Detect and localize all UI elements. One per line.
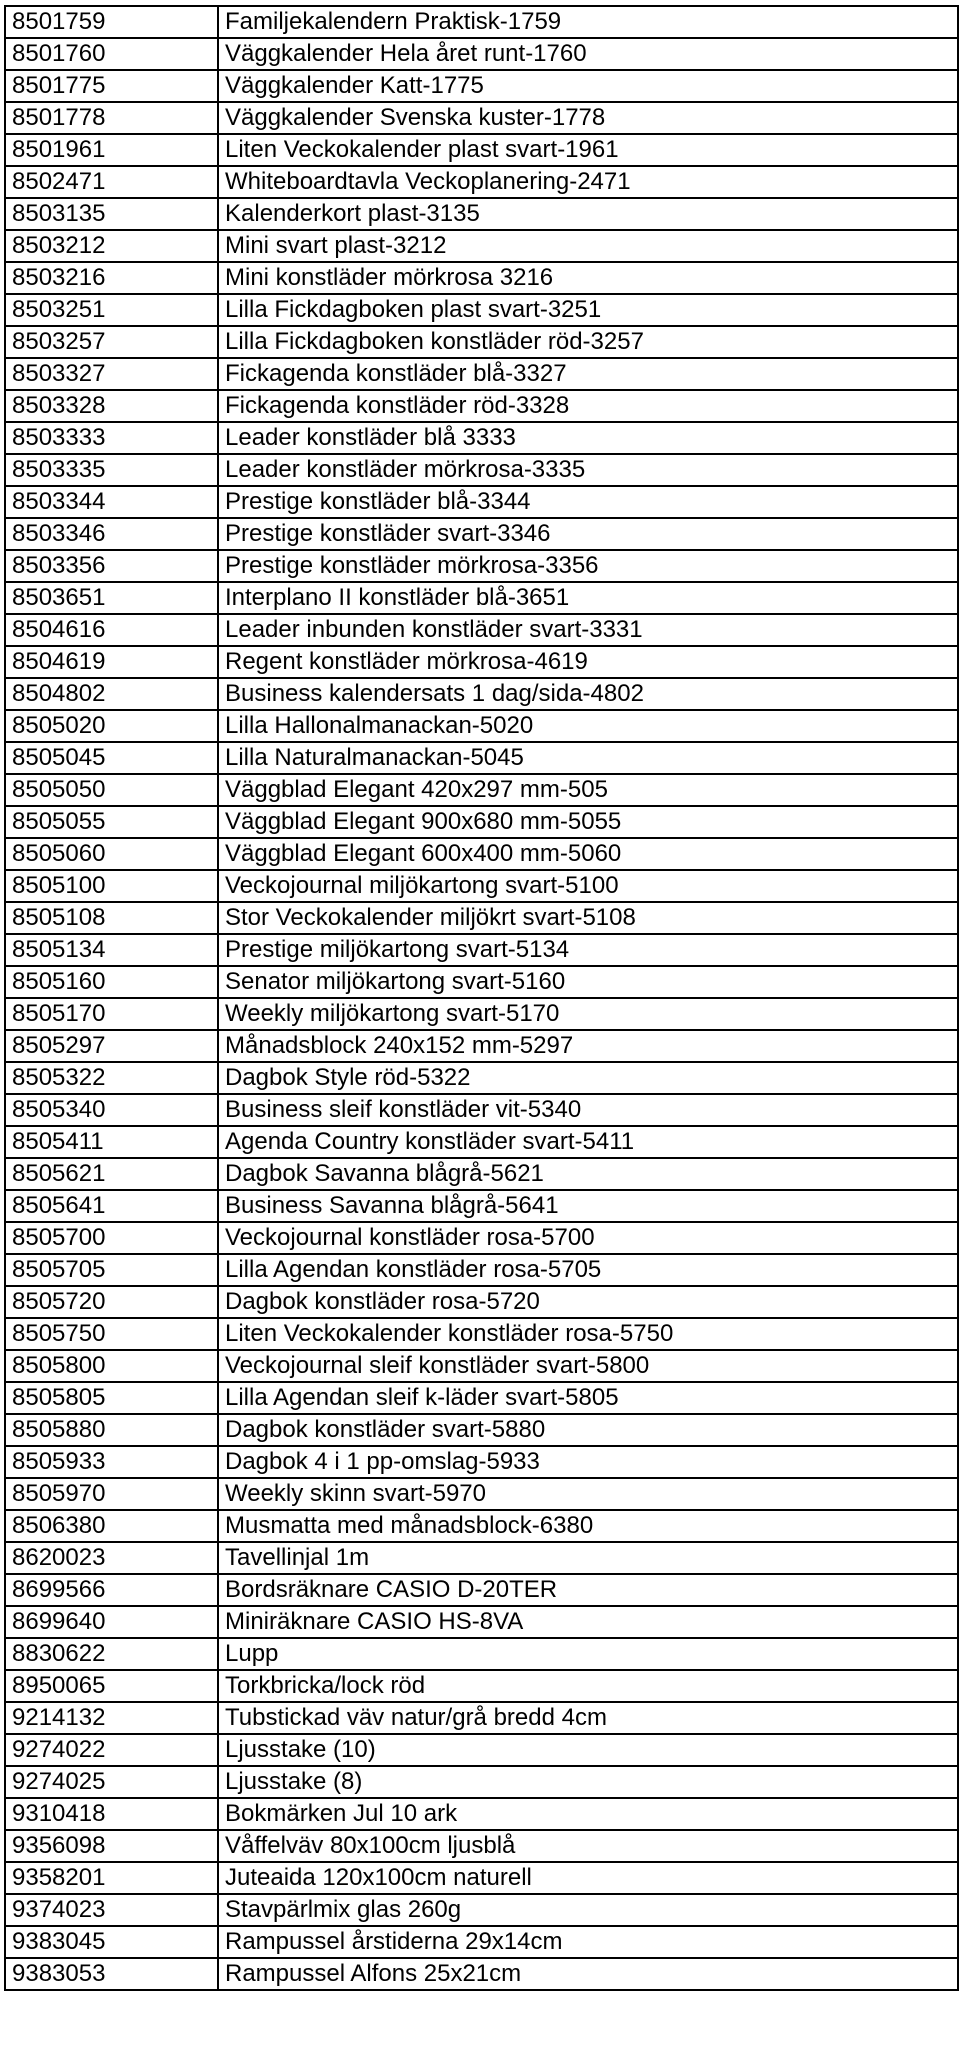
table-row — [5, 1286, 958, 1318]
article-number-cell: 8505800 — [5, 1350, 218, 1382]
article-number-cell: 8502471 — [5, 166, 218, 198]
article-number-cell: 8505055 — [5, 806, 218, 838]
product-name-cell: Lilla Agendan sleif k-läder svart-5805 — [218, 1382, 958, 1414]
table-row — [5, 806, 958, 838]
product-name-cell: Leader konstläder mörkrosa-3335 — [218, 454, 958, 486]
product-name-cell: Liten Veckokalender konstläder rosa-5750 — [218, 1318, 958, 1350]
product-list-sheet — [4, 5, 957, 1991]
article-number-cell: 8501775 — [5, 70, 218, 102]
product-name-cell: Mini svart plast-3212 — [218, 230, 958, 262]
product-name-cell: Bordsräknare CASIO D-20TER — [218, 1574, 958, 1606]
article-number-cell: 8505322 — [5, 1062, 218, 1094]
product-name-cell: Kalenderkort plast-3135 — [218, 198, 958, 230]
table-row — [5, 998, 958, 1030]
product-name-cell: Lupp — [218, 1638, 958, 1670]
table-row — [5, 614, 958, 646]
product-name-cell: Business Savanna blågrå-5641 — [218, 1190, 958, 1222]
table-row — [5, 742, 958, 774]
table-row — [5, 1638, 958, 1670]
article-number-cell: 8504616 — [5, 614, 218, 646]
product-name-cell: Väggblad Elegant 900x680 mm-5055 — [218, 806, 958, 838]
article-number-cell: 8505720 — [5, 1286, 218, 1318]
product-name-cell: Regent konstläder mörkrosa-4619 — [218, 646, 958, 678]
article-number-cell: 8504619 — [5, 646, 218, 678]
table-row — [5, 1126, 958, 1158]
article-number-cell: 8505970 — [5, 1478, 218, 1510]
article-number-cell: 9383045 — [5, 1926, 218, 1958]
product-name-cell: Lilla Fickdagboken plast svart-3251 — [218, 294, 958, 326]
product-name-cell: Senator miljökartong svart-5160 — [218, 966, 958, 998]
table-row — [5, 1094, 958, 1126]
product-name-cell: Juteaida 120x100cm naturell — [218, 1862, 958, 1894]
article-number-cell: 8505020 — [5, 710, 218, 742]
table-row — [5, 486, 958, 518]
table-row — [5, 1574, 958, 1606]
article-number-cell: 9274022 — [5, 1734, 218, 1766]
table-row — [5, 1510, 958, 1542]
product-name-cell: Väggkalender Hela året runt-1760 — [218, 38, 958, 70]
product-name-cell: Business kalendersats 1 dag/sida-4802 — [218, 678, 958, 710]
product-name-cell: Dagbok konstläder svart-5880 — [218, 1414, 958, 1446]
product-name-cell: Business sleif konstläder vit-5340 — [218, 1094, 958, 1126]
product-name-cell: Rampussel årstiderna 29x14cm — [218, 1926, 958, 1958]
article-number-cell: 8950065 — [5, 1670, 218, 1702]
article-number-cell: 9274025 — [5, 1766, 218, 1798]
product-name-cell: Miniräknare CASIO HS-8VA — [218, 1606, 958, 1638]
article-number-cell: 8505108 — [5, 902, 218, 934]
article-number-cell: 8503216 — [5, 262, 218, 294]
table-row — [5, 454, 958, 486]
product-name-cell: Månadsblock 240x152 mm-5297 — [218, 1030, 958, 1062]
product-name-cell: Mini konstläder mörkrosa 3216 — [218, 262, 958, 294]
table-row — [5, 1382, 958, 1414]
article-number-cell: 8503257 — [5, 326, 218, 358]
product-name-cell: Lilla Agendan konstläder rosa-5705 — [218, 1254, 958, 1286]
product-name-cell: Dagbok 4 i 1 pp-omslag-5933 — [218, 1446, 958, 1478]
table-row — [5, 1318, 958, 1350]
table-row — [5, 774, 958, 806]
product-name-cell: Tavellinjal 1m — [218, 1542, 958, 1574]
article-number-cell: 9356098 — [5, 1830, 218, 1862]
product-name-cell: Stor Veckokalender miljökrt svart-5108 — [218, 902, 958, 934]
table-row — [5, 518, 958, 550]
table-row — [5, 1734, 958, 1766]
article-number-cell: 9310418 — [5, 1798, 218, 1830]
article-number-cell: 9214132 — [5, 1702, 218, 1734]
article-number-cell: 8505880 — [5, 1414, 218, 1446]
table-row — [5, 710, 958, 742]
product-name-cell: Fickagenda konstläder röd-3328 — [218, 390, 958, 422]
article-number-cell: 8699566 — [5, 1574, 218, 1606]
article-number-cell: 8503335 — [5, 454, 218, 486]
product-name-cell: Prestige konstläder svart-3346 — [218, 518, 958, 550]
article-number-cell: 8501961 — [5, 134, 218, 166]
table-row — [5, 550, 958, 582]
article-number-cell: 8505045 — [5, 742, 218, 774]
table-row — [5, 646, 958, 678]
product-name-cell: Dagbok Savanna blågrå-5621 — [218, 1158, 958, 1190]
article-number-cell: 8620023 — [5, 1542, 218, 1574]
article-number-cell: 8505340 — [5, 1094, 218, 1126]
article-number-cell: 8505297 — [5, 1030, 218, 1062]
table-row — [5, 966, 958, 998]
article-number-cell: 9374023 — [5, 1894, 218, 1926]
table-row — [5, 1222, 958, 1254]
table-row — [5, 230, 958, 262]
table-row — [5, 390, 958, 422]
article-number-cell: 8505750 — [5, 1318, 218, 1350]
table-row — [5, 1414, 958, 1446]
table-row — [5, 422, 958, 454]
table-row — [5, 1862, 958, 1894]
table-row — [5, 934, 958, 966]
table-row — [5, 1702, 958, 1734]
product-name-cell: Weekly skinn svart-5970 — [218, 1478, 958, 1510]
product-name-cell: Musmatta med månadsblock-6380 — [218, 1510, 958, 1542]
table-row — [5, 902, 958, 934]
table-row — [5, 134, 958, 166]
product-name-cell: Väggblad Elegant 600x400 mm-5060 — [218, 838, 958, 870]
article-number-cell: 8505100 — [5, 870, 218, 902]
product-table-body — [5, 6, 958, 1990]
article-number-cell: 8505160 — [5, 966, 218, 998]
table-row — [5, 1030, 958, 1062]
product-name-cell: Väggkalender Katt-1775 — [218, 70, 958, 102]
table-row — [5, 1830, 958, 1862]
product-name-cell: Veckojournal konstläder rosa-5700 — [218, 1222, 958, 1254]
article-number-cell: 8503344 — [5, 486, 218, 518]
product-name-cell: Väggkalender Svenska kuster-1778 — [218, 102, 958, 134]
table-row — [5, 1926, 958, 1958]
table-row — [5, 294, 958, 326]
article-number-cell: 8503327 — [5, 358, 218, 390]
article-number-cell: 8501760 — [5, 38, 218, 70]
product-name-cell: Veckojournal sleif konstläder svart-5800 — [218, 1350, 958, 1382]
table-row — [5, 1798, 958, 1830]
article-number-cell: 8503135 — [5, 198, 218, 230]
product-table — [4, 5, 959, 1991]
article-number-cell: 8505705 — [5, 1254, 218, 1286]
product-name-cell: Interplano II konstläder blå-3651 — [218, 582, 958, 614]
product-name-cell: Leader inbunden konstläder svart-3331 — [218, 614, 958, 646]
product-name-cell: Bokmärken Jul 10 ark — [218, 1798, 958, 1830]
product-name-cell: Våffelväv 80x100cm ljusblå — [218, 1830, 958, 1862]
article-number-cell: 8505170 — [5, 998, 218, 1030]
table-row — [5, 1670, 958, 1702]
product-name-cell: Lilla Naturalmanackan-5045 — [218, 742, 958, 774]
article-number-cell: 8503333 — [5, 422, 218, 454]
product-name-cell: Prestige konstläder blå-3344 — [218, 486, 958, 518]
article-number-cell: 8505933 — [5, 1446, 218, 1478]
product-name-cell: Leader konstläder blå 3333 — [218, 422, 958, 454]
article-number-cell: 8505411 — [5, 1126, 218, 1158]
article-number-cell: 8503212 — [5, 230, 218, 262]
product-name-cell: Lilla Fickdagboken konstläder röd-3257 — [218, 326, 958, 358]
article-number-cell: 8503251 — [5, 294, 218, 326]
product-name-cell: Fickagenda konstläder blå-3327 — [218, 358, 958, 390]
article-number-cell: 8505641 — [5, 1190, 218, 1222]
article-number-cell: 8505700 — [5, 1222, 218, 1254]
table-row — [5, 198, 958, 230]
table-row — [5, 1158, 958, 1190]
article-number-cell: 8503328 — [5, 390, 218, 422]
table-row — [5, 838, 958, 870]
article-number-cell: 8505621 — [5, 1158, 218, 1190]
article-number-cell: 8503651 — [5, 582, 218, 614]
product-name-cell: Prestige miljökartong svart-5134 — [218, 934, 958, 966]
table-row — [5, 1254, 958, 1286]
table-row — [5, 1446, 958, 1478]
table-row — [5, 358, 958, 390]
product-name-cell: Familjekalendern Praktisk-1759 — [218, 6, 958, 38]
table-row — [5, 1190, 958, 1222]
table-row — [5, 38, 958, 70]
product-name-cell: Weekly miljökartong svart-5170 — [218, 998, 958, 1030]
table-row — [5, 1542, 958, 1574]
table-row — [5, 1894, 958, 1926]
article-number-cell: 8699640 — [5, 1606, 218, 1638]
product-name-cell: Agenda Country konstläder svart-5411 — [218, 1126, 958, 1158]
table-row — [5, 1062, 958, 1094]
product-name-cell: Tubstickad väv natur/grå bredd 4cm — [218, 1702, 958, 1734]
table-row — [5, 166, 958, 198]
table-row — [5, 70, 958, 102]
product-name-cell: Ljusstake (10) — [218, 1734, 958, 1766]
product-name-cell: Veckojournal miljökartong svart-5100 — [218, 870, 958, 902]
table-row — [5, 582, 958, 614]
article-number-cell: 8506380 — [5, 1510, 218, 1542]
product-name-cell: Ljusstake (8) — [218, 1766, 958, 1798]
product-name-cell: Lilla Hallonalmanackan-5020 — [218, 710, 958, 742]
product-name-cell: Whiteboardtavla Veckoplanering-2471 — [218, 166, 958, 198]
table-row — [5, 326, 958, 358]
table-row — [5, 1478, 958, 1510]
product-name-cell: Väggblad Elegant 420x297 mm-505 — [218, 774, 958, 806]
table-row — [5, 1606, 958, 1638]
product-name-cell: Dagbok Style röd-5322 — [218, 1062, 958, 1094]
product-name-cell: Stavpärlmix glas 260g — [218, 1894, 958, 1926]
table-row — [5, 1958, 958, 1990]
article-number-cell: 8503346 — [5, 518, 218, 550]
product-name-cell: Rampussel Alfons 25x21cm — [218, 1958, 958, 1990]
article-number-cell: 8505050 — [5, 774, 218, 806]
product-name-cell: Dagbok konstläder rosa-5720 — [218, 1286, 958, 1318]
article-number-cell: 9383053 — [5, 1958, 218, 1990]
article-number-cell: 9358201 — [5, 1862, 218, 1894]
table-row — [5, 1350, 958, 1382]
article-number-cell: 8501759 — [5, 6, 218, 38]
article-number-cell: 8830622 — [5, 1638, 218, 1670]
table-row — [5, 870, 958, 902]
table-row — [5, 6, 958, 38]
table-row — [5, 678, 958, 710]
product-name-cell: Torkbricka/lock röd — [218, 1670, 958, 1702]
article-number-cell: 8503356 — [5, 550, 218, 582]
article-number-cell: 8505060 — [5, 838, 218, 870]
table-row — [5, 102, 958, 134]
article-number-cell: 8505134 — [5, 934, 218, 966]
article-number-cell: 8505805 — [5, 1382, 218, 1414]
table-row — [5, 1766, 958, 1798]
product-name-cell: Liten Veckokalender plast svart-1961 — [218, 134, 958, 166]
product-name-cell: Prestige konstläder mörkrosa-3356 — [218, 550, 958, 582]
article-number-cell: 8501778 — [5, 102, 218, 134]
table-row — [5, 262, 958, 294]
article-number-cell: 8504802 — [5, 678, 218, 710]
